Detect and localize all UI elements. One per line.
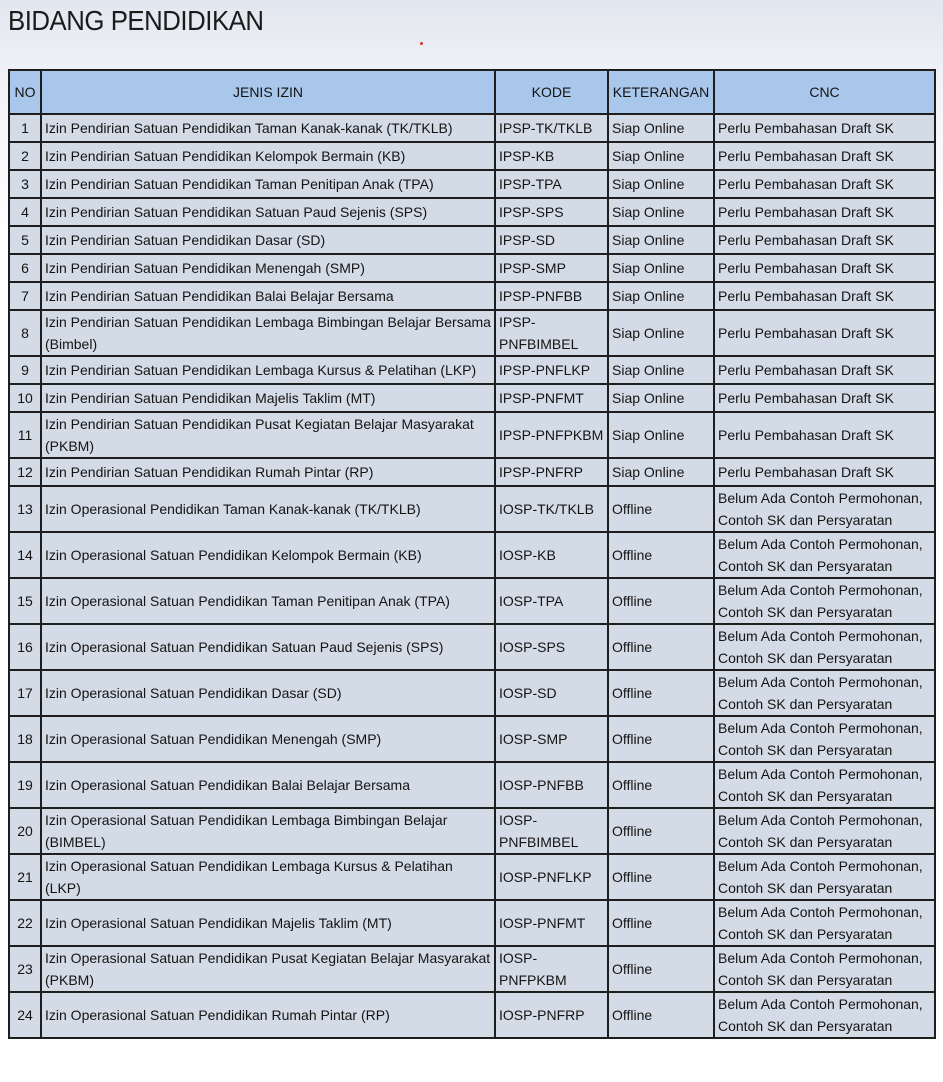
- table-row: [9, 624, 935, 670]
- header-jenis-izin: JENIS IZIN: [41, 70, 495, 114]
- cell-cnc: Perlu Pembahasan Draft SK: [714, 458, 935, 486]
- cell-kode: IPSP-PNFMT: [495, 384, 608, 412]
- table-row: [9, 716, 935, 762]
- cell-cnc: Belum Ada Contoh Permohonan, Contoh SK dan Persyaratan: [714, 670, 935, 716]
- cell-kode: IPSP-PNFLKP: [495, 356, 608, 384]
- cell-cnc: Perlu Pembahasan Draft SK: [714, 384, 935, 412]
- cell-keterangan: Siap Online: [608, 170, 714, 198]
- cell-jenis-izin: Izin Operasional Satuan Pendidikan Lembaga Bimbingan Belajar (BIMBEL): [41, 808, 495, 854]
- cell-jenis-izin: Izin Operasional Satuan Pendidikan Satuan Paud Sejenis (SPS): [41, 624, 495, 670]
- cell-kode: IPSP-PNFBB: [495, 282, 608, 310]
- cell-keterangan: Siap Online: [608, 282, 714, 310]
- cell-cnc: Perlu Pembahasan Draft SK: [714, 198, 935, 226]
- cell-keterangan: Siap Online: [608, 114, 714, 142]
- cell-jenis-izin: Izin Pendirian Satuan Pendidikan Lembaga Bimbingan Belajar Bersama (Bimbel): [41, 310, 495, 356]
- table-row: [9, 114, 935, 142]
- cell-keterangan: Siap Online: [608, 412, 714, 458]
- cell-kode: IPSP-SPS: [495, 198, 608, 226]
- cell-cnc: Belum Ada Contoh Permohonan, Contoh SK dan Persyaratan: [714, 716, 935, 762]
- cell-cnc: Perlu Pembahasan Draft SK: [714, 226, 935, 254]
- cell-cnc: Perlu Pembahasan Draft SK: [714, 114, 935, 142]
- cell-no: 21: [9, 854, 41, 900]
- cell-keterangan: Siap Online: [608, 458, 714, 486]
- cell-no: 14: [9, 532, 41, 578]
- cell-cnc: Belum Ada Contoh Permohonan, Contoh SK dan Persyaratan: [714, 854, 935, 900]
- cell-kode: IOSP-PNFPKBM: [495, 946, 608, 992]
- cell-kode: IOSP-TK/TKLB: [495, 486, 608, 532]
- cell-keterangan: Offline: [608, 532, 714, 578]
- cell-no: 3: [9, 170, 41, 198]
- table-row: [9, 946, 935, 992]
- cell-kode: IPSP-KB: [495, 142, 608, 170]
- cell-no: 5: [9, 226, 41, 254]
- cell-no: 10: [9, 384, 41, 412]
- header-keterangan: KETERANGAN: [608, 70, 714, 114]
- cell-kode: IPSP-PNFBIMBEL: [495, 310, 608, 356]
- header-no: NO: [9, 70, 41, 114]
- cell-kode: IPSP-TPA: [495, 170, 608, 198]
- table-row: [9, 808, 935, 854]
- cell-kode: IOSP-PNFMT: [495, 900, 608, 946]
- cell-no: 16: [9, 624, 41, 670]
- cell-jenis-izin: Izin Operasional Satuan Pendidikan Balai Belajar Bersama: [41, 762, 495, 808]
- cell-kode: IOSP-PNFBIMBEL: [495, 808, 608, 854]
- cell-jenis-izin: Izin Pendirian Satuan Pendidikan Kelompok Bermain (KB): [41, 142, 495, 170]
- cell-cnc: Belum Ada Contoh Permohonan, Contoh SK dan Persyaratan: [714, 486, 935, 532]
- table-row: [9, 384, 935, 412]
- cell-jenis-izin: Izin Pendirian Satuan Pendidikan Lembaga Kursus & Pelatihan (LKP): [41, 356, 495, 384]
- cell-jenis-izin: Izin Pendirian Satuan Pendidikan Menengah (SMP): [41, 254, 495, 282]
- cell-no: 4: [9, 198, 41, 226]
- cell-jenis-izin: Izin Operasional Satuan Pendidikan Dasar (SD): [41, 670, 495, 716]
- cell-jenis-izin: Izin Pendirian Satuan Pendidikan Satuan Paud Sejenis (SPS): [41, 198, 495, 226]
- cell-kode: IOSP-KB: [495, 532, 608, 578]
- cell-cnc: Perlu Pembahasan Draft SK: [714, 282, 935, 310]
- cell-cnc: Belum Ada Contoh Permohonan, Contoh SK dan Persyaratan: [714, 762, 935, 808]
- table-row: [9, 412, 935, 458]
- cell-jenis-izin: Izin Operasional Satuan Pendidikan Rumah Pintar (RP): [41, 992, 495, 1038]
- table-row: [9, 356, 935, 384]
- cell-no: 7: [9, 282, 41, 310]
- cell-jenis-izin: Izin Pendirian Satuan Pendidikan Taman Penitipan Anak (TPA): [41, 170, 495, 198]
- cell-no: 9: [9, 356, 41, 384]
- cell-kode: IOSP-PNFBB: [495, 762, 608, 808]
- header-cnc: CNC: [714, 70, 935, 114]
- cell-no: 2: [9, 142, 41, 170]
- cell-cnc: Perlu Pembahasan Draft SK: [714, 310, 935, 356]
- page-title: BIDANG PENDIDIKAN: [8, 5, 264, 36]
- table-row: [9, 532, 935, 578]
- cell-jenis-izin: Izin Operasional Satuan Pendidikan Menengah (SMP): [41, 716, 495, 762]
- table-row: [9, 226, 935, 254]
- table-row: [9, 670, 935, 716]
- cell-kode: IPSP-SMP: [495, 254, 608, 282]
- cell-cnc: Belum Ada Contoh Permohonan, Contoh SK dan Persyaratan: [714, 992, 935, 1038]
- cell-keterangan: Siap Online: [608, 254, 714, 282]
- cell-no: 23: [9, 946, 41, 992]
- cell-keterangan: Offline: [608, 808, 714, 854]
- cell-kode: IPSP-PNFRP: [495, 458, 608, 486]
- cell-no: 18: [9, 716, 41, 762]
- table-row: [9, 170, 935, 198]
- cell-no: 20: [9, 808, 41, 854]
- table-row: [9, 578, 935, 624]
- cell-keterangan: Siap Online: [608, 142, 714, 170]
- cell-keterangan: Offline: [608, 716, 714, 762]
- cell-cnc: Perlu Pembahasan Draft SK: [714, 170, 935, 198]
- cell-jenis-izin: Izin Pendirian Satuan Pendidikan Taman Kanak-kanak (TK/TKLB): [41, 114, 495, 142]
- cell-keterangan: Offline: [608, 946, 714, 992]
- cell-cnc: Belum Ada Contoh Permohonan, Contoh SK dan Persyaratan: [714, 946, 935, 992]
- cell-no: 24: [9, 992, 41, 1038]
- cell-cnc: Belum Ada Contoh Permohonan, Contoh SK dan Persyaratan: [714, 532, 935, 578]
- cell-kode: IOSP-SMP: [495, 716, 608, 762]
- cell-kode: IPSP-SD: [495, 226, 608, 254]
- cell-kode: IOSP-SD: [495, 670, 608, 716]
- cell-jenis-izin: Izin Pendirian Satuan Pendidikan Balai Belajar Bersama: [41, 282, 495, 310]
- cell-keterangan: Siap Online: [608, 226, 714, 254]
- cell-kode: IOSP-SPS: [495, 624, 608, 670]
- cell-no: 12: [9, 458, 41, 486]
- table-header-row: [9, 70, 935, 114]
- cell-no: 1: [9, 114, 41, 142]
- cell-cnc: Belum Ada Contoh Permohonan, Contoh SK dan Persyaratan: [714, 624, 935, 670]
- header-kode: KODE: [495, 70, 608, 114]
- cell-kode: IPSP-TK/TKLB: [495, 114, 608, 142]
- cell-kode: IOSP-PNFRP: [495, 992, 608, 1038]
- table-row: [9, 854, 935, 900]
- cell-keterangan: Siap Online: [608, 310, 714, 356]
- cell-cnc: Belum Ada Contoh Permohonan, Contoh SK dan Persyaratan: [714, 578, 935, 624]
- cell-jenis-izin: Izin Operasional Satuan Pendidikan Lembaga Kursus & Pelatihan (LKP): [41, 854, 495, 900]
- cell-keterangan: Offline: [608, 900, 714, 946]
- table-row: [9, 310, 935, 356]
- cell-no: 15: [9, 578, 41, 624]
- cell-jenis-izin: Izin Operasional Satuan Pendidikan Kelompok Bermain (KB): [41, 532, 495, 578]
- cell-no: 6: [9, 254, 41, 282]
- cell-keterangan: Offline: [608, 992, 714, 1038]
- cell-cnc: Perlu Pembahasan Draft SK: [714, 142, 935, 170]
- cell-jenis-izin: Izin Pendirian Satuan Pendidikan Pusat Kegiatan Belajar Masyarakat (PKBM): [41, 412, 495, 458]
- cell-kode: IOSP-TPA: [495, 578, 608, 624]
- permit-table: [8, 69, 936, 1039]
- table-row: [9, 142, 935, 170]
- cell-jenis-izin: Izin Pendirian Satuan Pendidikan Majelis Taklim (MT): [41, 384, 495, 412]
- table-row: [9, 762, 935, 808]
- cell-keterangan: Offline: [608, 486, 714, 532]
- cell-keterangan: Offline: [608, 670, 714, 716]
- table-row: [9, 198, 935, 226]
- cell-jenis-izin: Izin Pendirian Satuan Pendidikan Rumah Pintar (RP): [41, 458, 495, 486]
- cell-cnc: Perlu Pembahasan Draft SK: [714, 356, 935, 384]
- cell-no: 19: [9, 762, 41, 808]
- cell-jenis-izin: Izin Operasional Pendidikan Taman Kanak-kanak (TK/TKLB): [41, 486, 495, 532]
- cell-jenis-izin: Izin Operasional Satuan Pendidikan Taman Penitipan Anak (TPA): [41, 578, 495, 624]
- cell-keterangan: Siap Online: [608, 384, 714, 412]
- cell-keterangan: Offline: [608, 762, 714, 808]
- cell-keterangan: Offline: [608, 854, 714, 900]
- cell-keterangan: Siap Online: [608, 356, 714, 384]
- cell-kode: IOSP-PNFLKP: [495, 854, 608, 900]
- cell-no: 8: [9, 310, 41, 356]
- cell-kode: IPSP-PNFPKBM: [495, 412, 608, 458]
- table-row: [9, 486, 935, 532]
- cell-keterangan: Offline: [608, 578, 714, 624]
- table-row: [9, 900, 935, 946]
- cell-cnc: Perlu Pembahasan Draft SK: [714, 412, 935, 458]
- table-row: [9, 282, 935, 310]
- table-row: [9, 254, 935, 282]
- cell-no: 11: [9, 412, 41, 458]
- cell-jenis-izin: Izin Pendirian Satuan Pendidikan Dasar (SD): [41, 226, 495, 254]
- cell-no: 13: [9, 486, 41, 532]
- cell-no: 22: [9, 900, 41, 946]
- cell-jenis-izin: Izin Operasional Satuan Pendidikan Majelis Taklim (MT): [41, 900, 495, 946]
- cell-jenis-izin: Izin Operasional Satuan Pendidikan Pusat Kegiatan Belajar Masyarakat (PKBM): [41, 946, 495, 992]
- cell-cnc: Belum Ada Contoh Permohonan, Contoh SK dan Persyaratan: [714, 900, 935, 946]
- cell-no: 17: [9, 670, 41, 716]
- table-row: [9, 458, 935, 486]
- cell-cnc: Perlu Pembahasan Draft SK: [714, 254, 935, 282]
- red-dot-mark: [420, 42, 423, 45]
- table-row: [9, 992, 935, 1038]
- cell-cnc: Belum Ada Contoh Permohonan, Contoh SK dan Persyaratan: [714, 808, 935, 854]
- cell-keterangan: Offline: [608, 624, 714, 670]
- cell-keterangan: Siap Online: [608, 198, 714, 226]
